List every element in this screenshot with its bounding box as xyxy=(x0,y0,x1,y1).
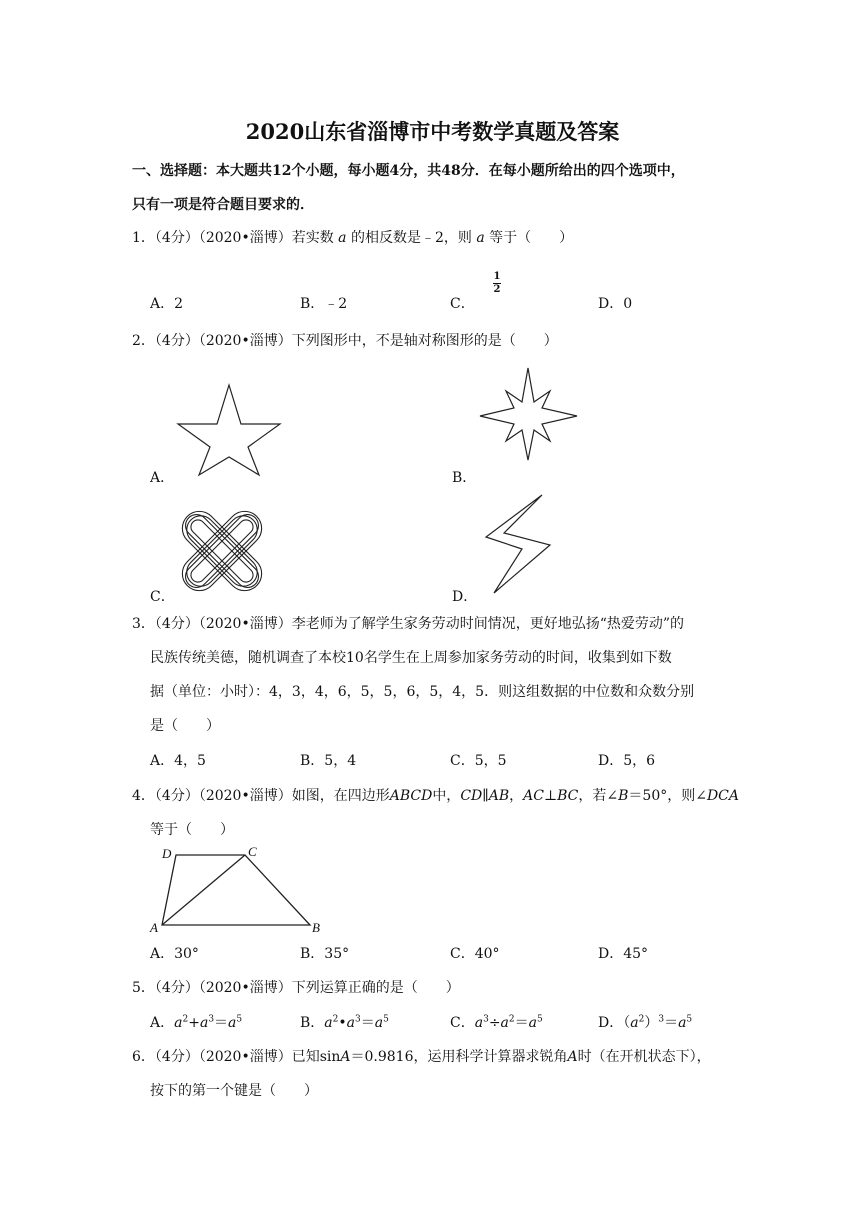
q4-option-c: C．40° xyxy=(450,946,500,962)
q5-option-c: C．$a^3\div a^2=a^5$ xyxy=(450,1014,543,1031)
q5-option-d: D．$(a^2)^3=a^5$ xyxy=(598,1014,693,1031)
q3-option-a: A．4，5 xyxy=(150,753,206,769)
q4-option-b: B．35° xyxy=(300,946,350,962)
q1-option-d: D．0 xyxy=(598,296,633,312)
q1-option-b: B．﹣2 xyxy=(300,296,348,312)
question-2-stem: 2．（4分）（2020•淄博）下列图形中，不是轴对称图形的是（ ） xyxy=(132,333,558,349)
vertex-label-a: A xyxy=(150,920,158,935)
section-header-line1: 一、选择题：本大题共12个小题，每小题4分，共48分．在每小题所给出的四个选项中， xyxy=(132,163,685,179)
question-4-line1: 4．（4分）（2020•淄博）如图，在四边形ABCD中，CD∥AB，AC⊥BC，若∠B＝50°，则∠DCA xyxy=(132,788,739,804)
q2-option-c-label: C． xyxy=(150,589,175,605)
lightning-bolt-figure xyxy=(484,493,556,597)
q3-option-c: C．5，5 xyxy=(450,753,507,769)
vertex-label-b: B xyxy=(312,920,320,935)
q5-option-a: A．$a^2+a^3=a^5$ xyxy=(150,1014,243,1031)
question-6-line1: 6．（4分）（2020•淄博）已知sinA＝0.9816，运用科学计算器求锐角A时（在开机状态下）， xyxy=(132,1049,711,1065)
question-1-stem: 1．（4分）（2020•淄博）若实数 a 的相反数是﹣2，则 a 等于（ ） xyxy=(132,230,574,246)
q5-option-b: B．$a^2•a^3=a^5$ xyxy=(300,1014,389,1031)
q2-option-d-label: D． xyxy=(452,589,478,605)
question-3-line3: 据（单位：小时）：4，3，4，6，5，5，6，5，4，5．则这组数据的中位数和众数分别 xyxy=(150,684,695,700)
vertex-label-c: C xyxy=(248,844,257,859)
q2-option-a-label: A． xyxy=(150,470,175,486)
q4-option-a: A．30° xyxy=(150,946,199,962)
question-4-line2: 等于（ ） xyxy=(150,822,234,838)
interlaced-cross-knot-figure xyxy=(174,504,270,598)
q1-option-c: C． xyxy=(450,296,475,312)
five-pointed-star-figure xyxy=(176,383,282,477)
vertex-label-d: D xyxy=(162,846,172,861)
question-3-line1: 3．（4分）（2020•淄博）李老师为了解学生家务劳动时间情况，更好地弘扬“热爱劳动”的 xyxy=(132,616,685,632)
q3-option-b: B．5，4 xyxy=(300,753,357,769)
question-5-stem: 5．（4分）（2020•淄博）下列运算正确的是（ ） xyxy=(132,980,460,996)
q4-option-d: D．45° xyxy=(598,946,649,962)
page-title: 2020山东省淄博市中考数学真题及答案 xyxy=(245,119,620,144)
question-3-line4: 是（ ） xyxy=(150,718,220,734)
section-header-line2: 只有一项是符合题目要求的． xyxy=(132,197,314,213)
eight-pointed-star-figure xyxy=(480,366,580,462)
q2-option-b-label: B． xyxy=(452,470,477,486)
question-3-line2: 民族传统美德，随机调查了本校10名学生在上周参加家务劳动的时间，收集到如下数 xyxy=(150,650,672,666)
q1-option-a: A．2 xyxy=(150,296,184,312)
q3-option-d: D．5，6 xyxy=(598,753,656,769)
question-6-line2: 按下的第一个键是（ ） xyxy=(150,1083,318,1099)
q1-option-c-fraction: 1 2 xyxy=(493,271,501,295)
trapezoid-abcd-figure xyxy=(150,840,330,936)
